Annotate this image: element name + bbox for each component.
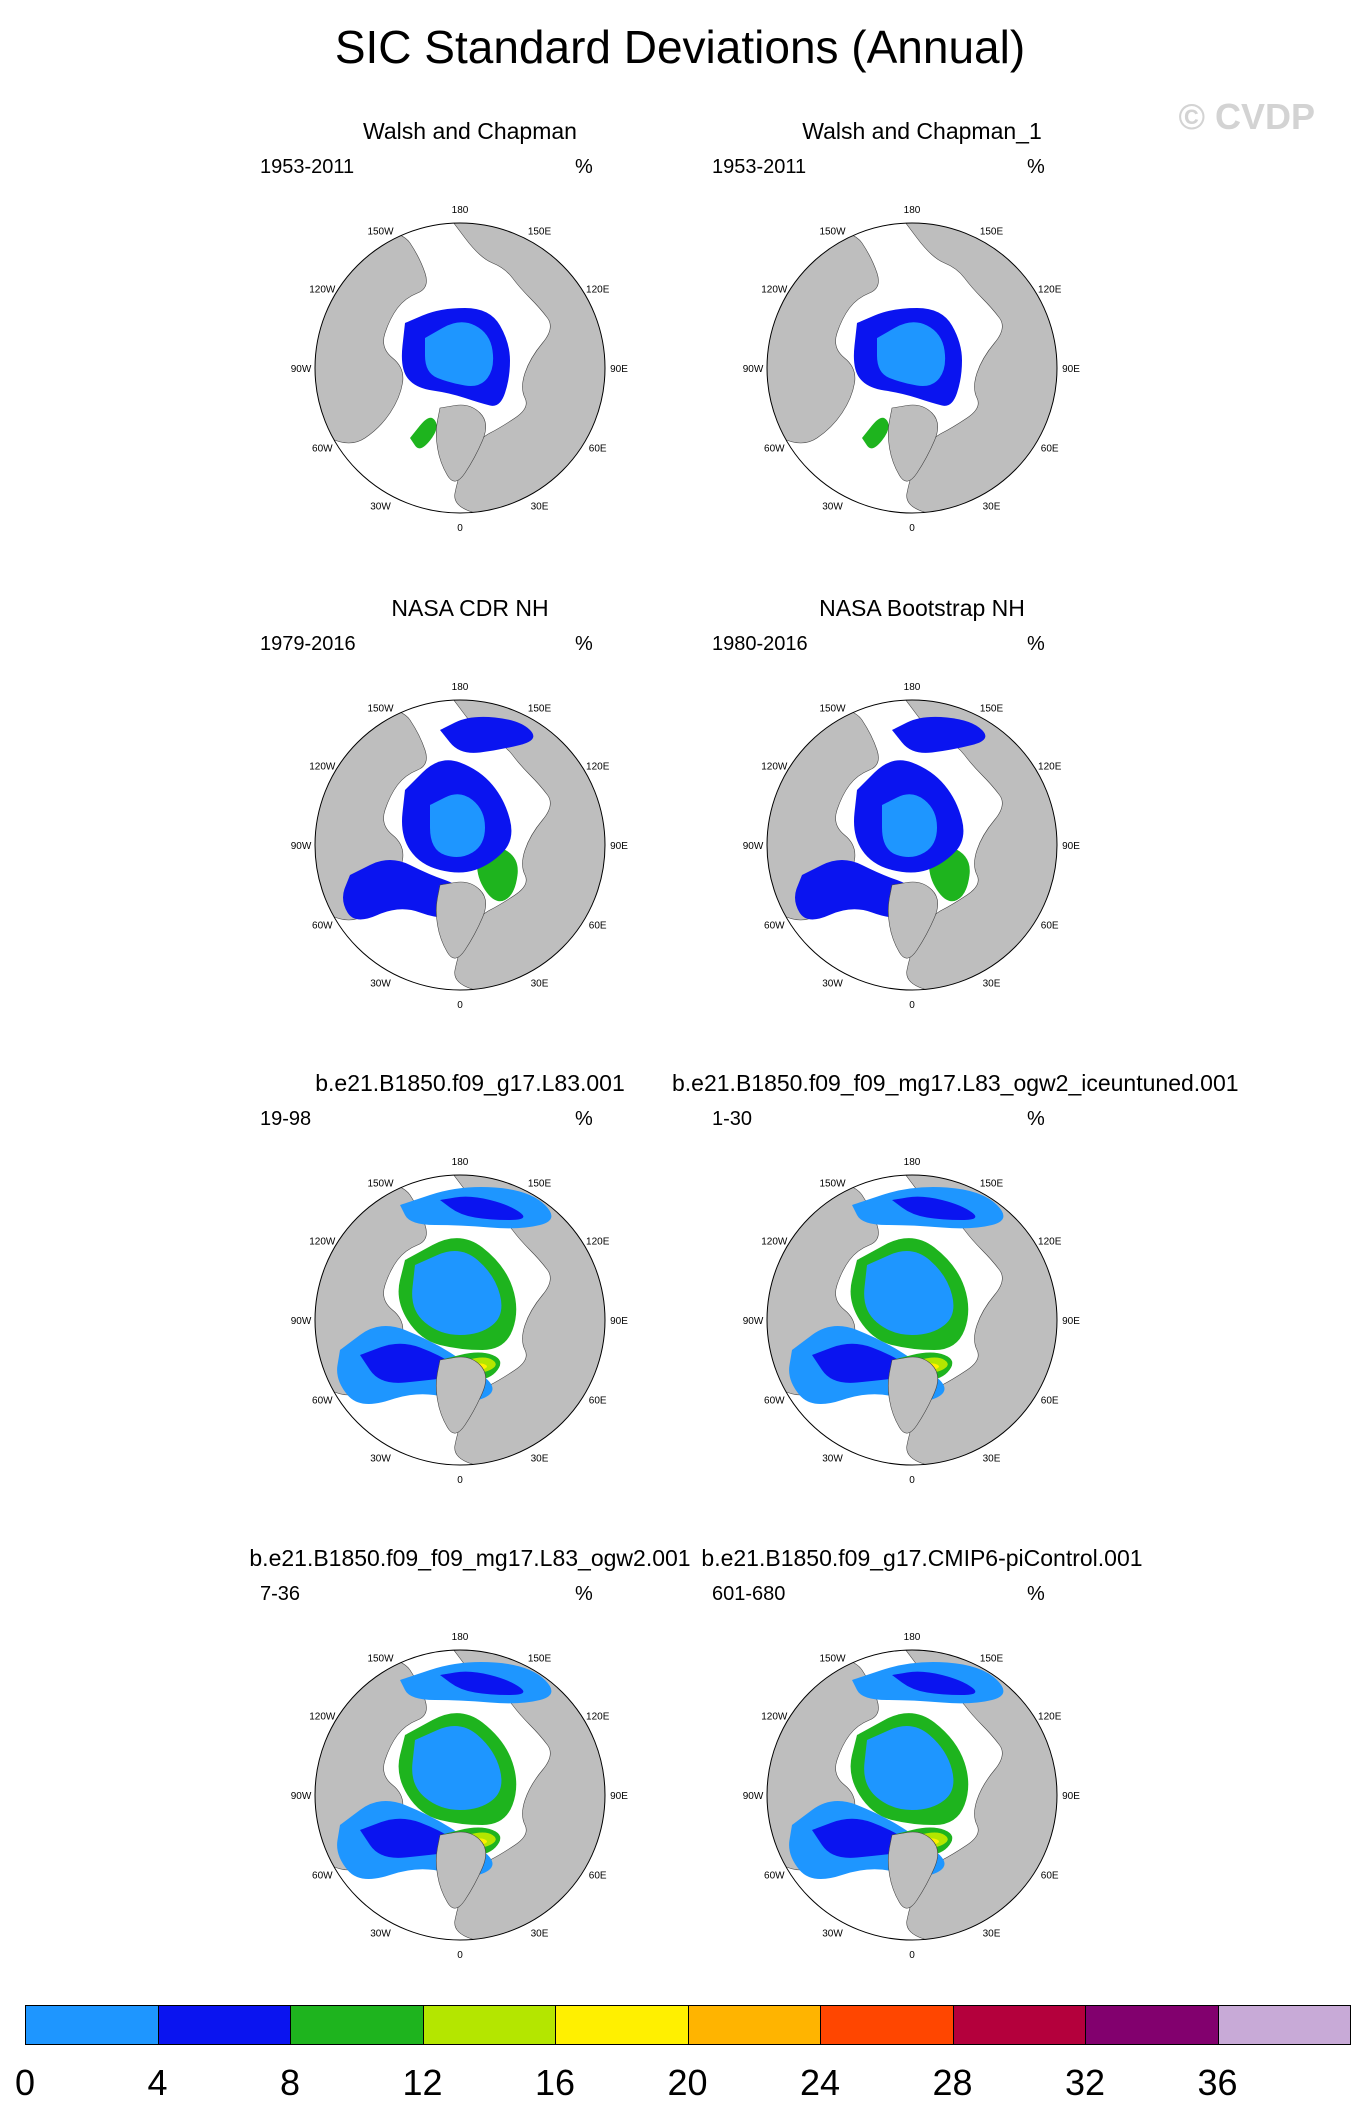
longitude-label: 0 bbox=[909, 1000, 915, 1011]
longitude-label: 30W bbox=[822, 1453, 843, 1465]
longitude-label: 120W bbox=[309, 1711, 336, 1723]
longitude-label: 180 bbox=[451, 205, 469, 216]
longitude-label: 180 bbox=[451, 1632, 469, 1643]
longitude-label: 30W bbox=[370, 978, 391, 990]
longitude-label: 60W bbox=[764, 1870, 785, 1882]
map-panel-1 bbox=[220, 118, 720, 588]
longitude-label: 180 bbox=[451, 1157, 469, 1168]
map-panel-7 bbox=[220, 1545, 720, 2015]
longitude-label: 90E bbox=[610, 841, 628, 852]
longitude-label: 150W bbox=[367, 1653, 394, 1665]
panel-title: b.e21.B1850.f09_g17.L83.001 bbox=[315, 1070, 625, 1096]
longitude-label: 30W bbox=[370, 1453, 391, 1465]
longitude-label: 120W bbox=[761, 761, 788, 773]
longitude-label: 90E bbox=[610, 364, 628, 375]
colorbar-tick-label: 20 bbox=[667, 2062, 708, 2103]
colorbar-box bbox=[423, 2005, 557, 2045]
longitude-label: 60E bbox=[1040, 920, 1059, 932]
longitude-label: 90E bbox=[1062, 364, 1080, 375]
colorbar-box bbox=[25, 2005, 159, 2045]
longitude-label: 150E bbox=[979, 1178, 1004, 1190]
polar-map bbox=[220, 595, 720, 1065]
longitude-label: 90W bbox=[742, 1316, 764, 1327]
map-fields bbox=[310, 695, 610, 995]
polar-map bbox=[672, 1545, 1172, 2015]
panel-title: Walsh and Chapman bbox=[363, 118, 577, 144]
longitude-label: 60E bbox=[1040, 1870, 1059, 1882]
longitude-label: 120E bbox=[1038, 284, 1062, 296]
colorbar-box bbox=[688, 2005, 822, 2045]
colorbar-labels bbox=[0, 2062, 1360, 2112]
longitude-label: 60W bbox=[312, 1870, 333, 1882]
colorbar-tick-label: 28 bbox=[932, 2062, 973, 2103]
longitude-label: 150E bbox=[527, 1178, 552, 1190]
map-panel-6 bbox=[672, 1070, 1239, 1540]
panel-title: NASA Bootstrap NH bbox=[819, 595, 1025, 621]
colorbar-tick-label: 0 bbox=[14, 2062, 36, 2103]
longitude-label: 150E bbox=[979, 703, 1004, 715]
longitude-label: 30W bbox=[822, 978, 843, 990]
panel-period: 19-98 bbox=[260, 1108, 312, 1130]
longitude-label: 120W bbox=[309, 284, 336, 296]
longitude-label: 60E bbox=[588, 1870, 607, 1882]
longitude-label: 0 bbox=[457, 523, 463, 534]
map-fields bbox=[310, 1170, 610, 1470]
longitude-label: 90W bbox=[290, 1791, 312, 1802]
longitude-label: 0 bbox=[457, 1475, 463, 1486]
longitude-label: 0 bbox=[457, 1000, 463, 1011]
longitude-label: 90W bbox=[742, 841, 764, 852]
longitude-label: 120W bbox=[309, 761, 336, 773]
colorbar-tick-label: 32 bbox=[1064, 2062, 1106, 2103]
polar-map bbox=[672, 118, 1172, 588]
longitude-label: 30E bbox=[982, 1453, 1001, 1465]
colorbar-tick-label: 24 bbox=[799, 2062, 841, 2103]
longitude-label: 30E bbox=[982, 501, 1001, 513]
colorbar-tick-label: 12 bbox=[402, 2062, 443, 2103]
longitude-label: 150W bbox=[819, 1178, 846, 1190]
polar-map bbox=[672, 595, 1172, 1065]
polar-map bbox=[220, 1070, 720, 1540]
longitude-label: 180 bbox=[903, 205, 921, 216]
longitude-label: 30W bbox=[822, 501, 843, 513]
longitude-label: 30W bbox=[822, 1928, 843, 1940]
figure-title: SIC Standard Deviations (Annual) bbox=[334, 21, 1026, 73]
colorbar-box bbox=[953, 2005, 1087, 2045]
unit-label: % bbox=[1027, 1583, 1045, 1605]
colorbar-box bbox=[158, 2005, 292, 2045]
longitude-label: 150E bbox=[527, 226, 552, 238]
longitude-label: 120E bbox=[586, 1711, 610, 1723]
longitude-label: 120W bbox=[761, 284, 788, 296]
longitude-label: 30E bbox=[982, 1928, 1001, 1940]
longitude-label: 150W bbox=[367, 703, 394, 715]
longitude-label: 180 bbox=[903, 1632, 921, 1643]
longitude-label: 90E bbox=[1062, 841, 1080, 852]
longitude-label: 180 bbox=[903, 1157, 921, 1168]
longitude-label: 60W bbox=[312, 920, 333, 932]
longitude-label: 150E bbox=[527, 703, 552, 715]
colorbar bbox=[25, 2005, 1350, 2045]
longitude-label: 60E bbox=[1040, 443, 1059, 455]
panel-period: 1-30 bbox=[712, 1108, 753, 1130]
colorbar-box bbox=[1218, 2005, 1352, 2045]
longitude-label: 90E bbox=[610, 1791, 628, 1802]
longitude-label: 30E bbox=[530, 1453, 549, 1465]
polar-map bbox=[672, 1070, 1239, 1540]
longitude-label: 0 bbox=[909, 523, 915, 534]
longitude-label: 120E bbox=[586, 1236, 610, 1248]
map-fields bbox=[762, 695, 1062, 995]
longitude-label: 120E bbox=[586, 284, 610, 296]
colorbar-tick-label: 36 bbox=[1197, 2062, 1238, 2103]
longitude-label: 0 bbox=[909, 1950, 915, 1961]
map-fields bbox=[762, 1645, 1062, 1945]
longitude-label: 30W bbox=[370, 501, 391, 513]
panel-period: 601-680 bbox=[712, 1583, 786, 1605]
longitude-label: 60E bbox=[588, 920, 607, 932]
longitude-label: 90W bbox=[290, 1316, 312, 1327]
longitude-label: 120W bbox=[761, 1236, 788, 1248]
map-panel-5 bbox=[220, 1070, 720, 1540]
longitude-label: 60W bbox=[312, 443, 333, 455]
unit-label: % bbox=[1027, 633, 1045, 655]
longitude-label: 30E bbox=[530, 501, 549, 513]
unit-label: % bbox=[1027, 1108, 1045, 1130]
longitude-label: 60W bbox=[312, 1395, 333, 1407]
longitude-label: 90W bbox=[290, 841, 312, 852]
colorbar-box bbox=[1085, 2005, 1219, 2045]
map-fields bbox=[310, 1645, 610, 1945]
longitude-label: 60W bbox=[764, 1395, 785, 1407]
panel-period: 1980-2016 bbox=[712, 633, 808, 655]
longitude-label: 90E bbox=[1062, 1791, 1080, 1802]
longitude-label: 60E bbox=[1040, 1395, 1059, 1407]
colorbar-box bbox=[555, 2005, 689, 2045]
panel-period: 1953-2011 bbox=[260, 156, 355, 178]
map-panel-4 bbox=[672, 595, 1172, 1065]
unit-label: % bbox=[575, 1108, 593, 1130]
panel-period: 1979-2016 bbox=[260, 633, 356, 655]
longitude-label: 30W bbox=[370, 1928, 391, 1940]
colorbar-tick-label: 8 bbox=[279, 2062, 301, 2103]
cvdp-watermark: © CVDP bbox=[1178, 96, 1315, 137]
panel-title: b.e21.B1850.f09_f09_mg17.L83_ogw2_iceuntuned.001 bbox=[672, 1070, 1239, 1096]
longitude-label: 150E bbox=[527, 1653, 552, 1665]
longitude-label: 0 bbox=[909, 1475, 915, 1486]
unit-label: % bbox=[1027, 156, 1045, 178]
longitude-label: 150E bbox=[979, 226, 1004, 238]
colorbar-box bbox=[820, 2005, 954, 2045]
longitude-label: 0 bbox=[457, 1950, 463, 1961]
longitude-label: 90W bbox=[742, 364, 764, 375]
longitude-label: 60W bbox=[764, 920, 785, 932]
longitude-label: 120E bbox=[586, 761, 610, 773]
longitude-label: 90E bbox=[1062, 1316, 1080, 1327]
longitude-label: 30E bbox=[530, 1928, 549, 1940]
map-panel-2 bbox=[672, 118, 1172, 588]
longitude-label: 90W bbox=[290, 364, 312, 375]
longitude-label: 90E bbox=[610, 1316, 628, 1327]
panel-period: 1953-2011 bbox=[712, 156, 807, 178]
longitude-label: 150W bbox=[819, 1653, 846, 1665]
longitude-label: 120E bbox=[1038, 1236, 1062, 1248]
longitude-label: 60E bbox=[588, 1395, 607, 1407]
longitude-label: 120W bbox=[761, 1711, 788, 1723]
longitude-label: 120E bbox=[1038, 761, 1062, 773]
colorbar-tick-label: 4 bbox=[147, 2062, 168, 2103]
map-panel-3 bbox=[220, 595, 720, 1065]
longitude-label: 30E bbox=[982, 978, 1001, 990]
unit-label: % bbox=[575, 1583, 593, 1605]
colorbar-box bbox=[290, 2005, 424, 2045]
longitude-label: 30E bbox=[530, 978, 549, 990]
unit-label: % bbox=[575, 633, 593, 655]
longitude-label: 120E bbox=[1038, 1711, 1062, 1723]
longitude-label: 150W bbox=[819, 226, 846, 238]
longitude-label: 150E bbox=[979, 1653, 1004, 1665]
longitude-label: 150W bbox=[367, 1178, 394, 1190]
panel-period: 7-36 bbox=[260, 1583, 301, 1605]
panel-title: b.e21.B1850.f09_f09_mg17.L83_ogw2.001 bbox=[249, 1545, 691, 1571]
longitude-label: 150W bbox=[367, 226, 394, 238]
map-fields bbox=[762, 1170, 1062, 1470]
colorbar-tick-label: 16 bbox=[534, 2062, 576, 2103]
longitude-label: 180 bbox=[451, 682, 469, 693]
unit-label: % bbox=[575, 156, 593, 178]
longitude-label: 90W bbox=[742, 1791, 764, 1802]
panel-title: Walsh and Chapman_1 bbox=[802, 118, 1042, 144]
panel-title: NASA CDR NH bbox=[391, 595, 549, 621]
longitude-label: 150W bbox=[819, 703, 846, 715]
panel-title: b.e21.B1850.f09_g17.CMIP6-piControl.001 bbox=[701, 1545, 1143, 1571]
longitude-label: 60E bbox=[588, 443, 607, 455]
longitude-label: 120W bbox=[309, 1236, 336, 1248]
polar-map bbox=[220, 1545, 720, 2015]
longitude-label: 60W bbox=[764, 443, 785, 455]
polar-map bbox=[220, 118, 720, 588]
map-panel-8 bbox=[672, 1545, 1172, 2015]
longitude-label: 180 bbox=[903, 682, 921, 693]
